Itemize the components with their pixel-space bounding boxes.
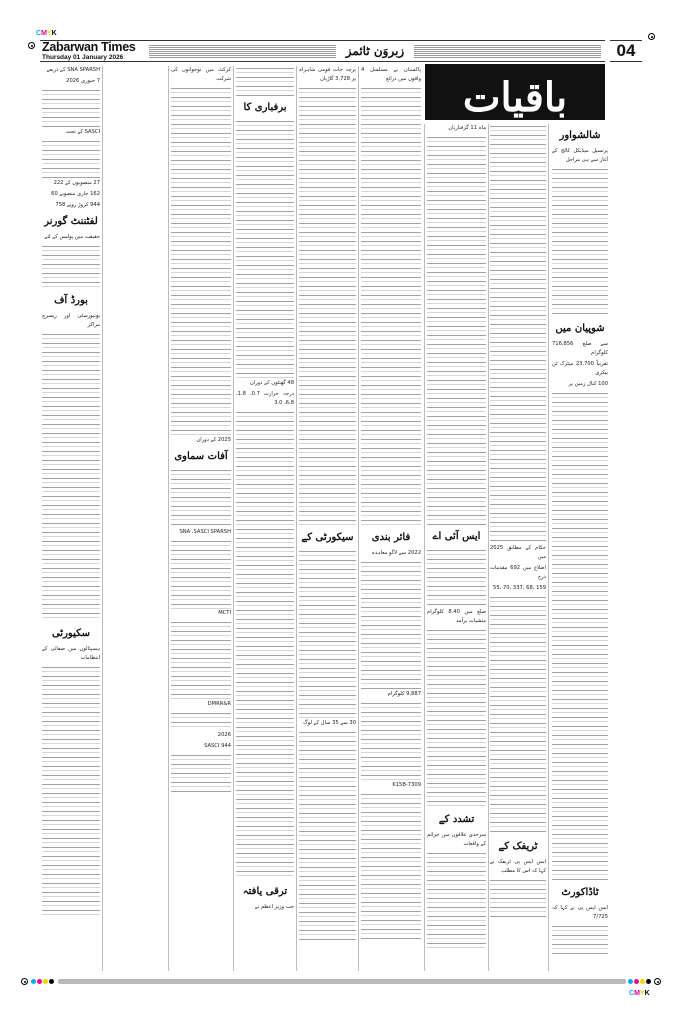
masthead	[40, 40, 605, 62]
cmyk-m: M	[634, 990, 640, 997]
black-swatch	[646, 979, 651, 984]
article-body	[490, 124, 546, 544]
article-body	[427, 548, 486, 608]
article-heading: سکیورٹی	[51, 628, 91, 639]
article-text: اضلاع میں 692 مقدمات درج	[490, 565, 546, 580]
article-body	[361, 792, 421, 942]
article-text: پرنسپل میڈیکل کالج کے آغاز سے ہی مراحل	[552, 148, 608, 163]
urdu-newspaper-name: زبروَن ٹائمز	[345, 44, 405, 58]
article-text: MCTI	[218, 610, 231, 616]
article-body	[361, 86, 421, 526]
article-heading: ٹاڈاکورٹ	[561, 887, 599, 898]
article-heading: ٹریفک کے	[498, 841, 538, 852]
article-text: 27 منصوبوں کے 222	[53, 180, 100, 186]
article-text: 2026	[217, 732, 231, 738]
article-body	[171, 620, 231, 700]
article-column-2	[490, 124, 546, 972]
article-text: سے ضلع 716,856 کلوگرام	[552, 341, 608, 356]
article-text: ایس ایس پی ٹریفک نے کہا کہ اس کا مطلب	[490, 859, 546, 874]
section-banner: باقیات	[425, 64, 605, 120]
article-column-8	[42, 66, 100, 972]
masthead-rule-lines-right	[414, 44, 601, 59]
article-text: ایس ایس پی نے کہا کہ 7/725	[552, 905, 608, 920]
article-body	[552, 924, 608, 954]
cyan-swatch	[628, 979, 633, 984]
article-body	[299, 549, 356, 719]
article-text: 9,887 کلوگرام	[387, 691, 421, 697]
article-body	[42, 88, 100, 128]
column-rule	[548, 124, 549, 971]
registration-mark-icon	[654, 978, 661, 985]
newspaper-name: Zabarwan Times	[42, 40, 136, 54]
registration-mark-icon	[21, 978, 28, 985]
article-text: SNA ،SASCI SPARSH	[179, 529, 231, 535]
article-body	[236, 410, 294, 880]
article-heading: بورڈ آف	[54, 295, 88, 306]
article-body	[171, 539, 231, 609]
article-body	[236, 66, 294, 96]
article-column-6	[236, 66, 294, 972]
article-text: حقیقت میں پولیس کے لئے	[44, 234, 100, 240]
cmyk-c: C	[629, 990, 635, 997]
magenta-swatch	[37, 979, 42, 984]
article-body	[299, 86, 356, 526]
cmyk-k: K	[51, 30, 57, 37]
article-text: ہسپتالوں میں صفائی کے انتظامات	[42, 646, 100, 661]
column-rule	[296, 66, 297, 971]
yellow-swatch	[640, 979, 645, 984]
article-body	[236, 119, 294, 379]
cyan-swatch	[31, 979, 36, 984]
page-number: 04	[610, 40, 642, 62]
article-text: 100 کنال زمین پر	[568, 381, 608, 387]
column-rule	[488, 124, 489, 971]
article-text: 30 سے 35 سال کے لوگ	[303, 720, 356, 726]
article-text: 48 گھنٹوں کے دوران	[249, 380, 294, 386]
article-heading: لفٹننٹ گورنر	[44, 216, 98, 227]
article-body	[171, 468, 231, 528]
article-column-7	[171, 66, 231, 972]
article-text: 159 ،68 ،337 ،70 ،55	[493, 585, 546, 591]
article-heading: سیکورٹی کے	[301, 532, 354, 543]
article-text: پاکستان نے مسلسل 4 واقوں میں ذرائع	[361, 67, 421, 82]
article-text: 7 جنوری 2026	[66, 78, 100, 84]
registration-mark-icon	[648, 33, 655, 40]
article-heading: شوپیان میں	[555, 323, 605, 334]
article-column-1	[552, 124, 608, 972]
article-text: یونیورسٹی اور ریسرچ مراکز	[42, 313, 100, 328]
article-text: 162 جاری منصوبے 60	[51, 191, 100, 197]
column-rule	[424, 124, 425, 971]
article-heading: تشدد کے	[438, 814, 475, 825]
article-text: درجہ حرارت 0.7، 1.8، 6.8، 3.0	[236, 391, 294, 406]
article-body	[427, 851, 486, 951]
article-body	[490, 595, 546, 835]
article-body	[361, 701, 421, 781]
article-text: کرکٹ میں نوجوانوں کی شرکت	[171, 67, 231, 82]
black-swatch	[49, 979, 54, 984]
masthead-left	[40, 41, 145, 61]
article-body	[171, 753, 231, 793]
cmyk-label-top	[36, 30, 57, 37]
article-text: تقریباً 23,700 میٹرک ٹن بیکری	[552, 361, 608, 376]
article-text: حکام کے مطابق 2025 میں	[490, 545, 546, 560]
article-text: SASCI کے تحت	[65, 129, 100, 135]
column-rule	[233, 66, 234, 971]
article-column-3	[427, 124, 486, 972]
article-column-4	[361, 66, 421, 972]
article-body	[42, 244, 100, 289]
article-text: سرحدی علاقوں میں جرائم کے واقعات	[427, 832, 486, 847]
article-text: پرچہ جات قومی شاہراہ پر 3,728 گاڑیاں	[299, 67, 356, 82]
article-text: ضلع میں 8.40 کلوگرام منشیات برآمد	[427, 609, 486, 624]
article-text: K15B-7309	[392, 782, 421, 788]
cmyk-label-bottom	[629, 990, 650, 997]
article-heading: آفات سماوی	[174, 451, 228, 462]
cmyk-y: Y	[46, 30, 52, 37]
article-body	[171, 711, 231, 731]
color-bar	[58, 979, 626, 984]
cmyk-c: C	[36, 30, 42, 37]
article-heading: شالشواور	[559, 130, 601, 141]
article-text: 944 کروڑ روپے 758	[55, 202, 100, 208]
yellow-swatch	[43, 979, 48, 984]
article-text: ماہ 11 گرفتاریاں	[448, 125, 486, 131]
article-text: SASCI 944	[204, 743, 231, 749]
article-text: 2022 سے لاگو معاہدہ	[371, 550, 421, 556]
article-heading: برفباری کا	[243, 102, 287, 113]
cmyk-k: K	[644, 990, 650, 997]
column-rule	[358, 66, 359, 971]
article-body	[552, 167, 608, 317]
article-body	[427, 628, 486, 808]
cmyk-m: M	[41, 30, 47, 37]
article-body	[299, 730, 356, 940]
article-body	[552, 391, 608, 881]
article-body	[490, 878, 546, 918]
registration-mark-icon	[28, 42, 35, 49]
column-rule	[168, 66, 169, 971]
article-body	[42, 665, 100, 915]
article-text: جب وزیر اعظم نے	[254, 904, 294, 910]
article-text: DMRR&R	[207, 701, 231, 707]
article-heading: ایس آئی اے	[432, 531, 481, 542]
magenta-swatch	[634, 979, 639, 984]
article-heading: فائر بندی	[371, 532, 411, 543]
article-body	[361, 560, 421, 690]
article-body	[42, 332, 100, 622]
article-body	[42, 139, 100, 179]
article-column-5	[299, 66, 356, 972]
masthead-rule-lines	[149, 44, 336, 59]
article-text: SNA SPARSH کے ذریعے	[46, 67, 100, 73]
article-heading: ترقی یافتہ	[242, 886, 288, 897]
article-body	[427, 135, 486, 525]
article-body	[171, 86, 231, 436]
issue-date: Thursday 01 January 2026	[42, 53, 124, 61]
column-rule	[102, 66, 103, 971]
article-text: 2025 کے دوران	[196, 437, 231, 443]
cmyk-y: Y	[639, 990, 645, 997]
